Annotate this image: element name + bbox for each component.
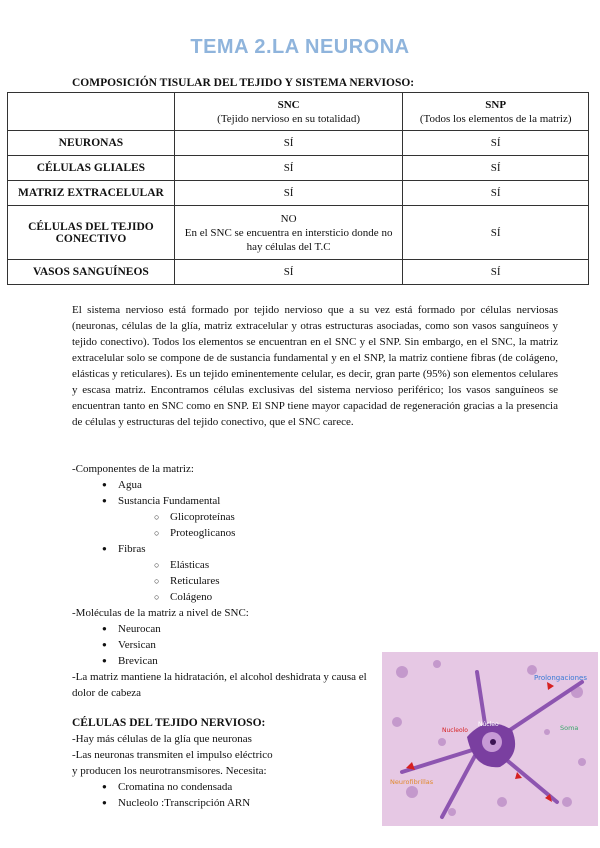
list-item: ○ Elásticas	[72, 557, 392, 573]
cell-snp: SÍ	[403, 181, 589, 206]
header-snp	[403, 93, 589, 131]
cell-snc: SÍ	[174, 156, 403, 181]
table-row	[8, 156, 589, 181]
fibras-sublist	[72, 557, 392, 605]
sustancia-sublist	[72, 509, 392, 541]
label-soma: Soma	[560, 724, 579, 732]
cells-section-heading: CÉLULAS DEL TEJIDO NERVIOSO:	[72, 717, 266, 729]
molecules-list	[72, 621, 392, 669]
list-item: ● Versican	[72, 637, 392, 653]
cell-snp: SÍ	[403, 206, 589, 260]
cell-snp: SÍ	[403, 260, 589, 285]
table-row	[8, 260, 589, 285]
row-label: CÉLULAS GLIALES	[8, 156, 175, 181]
list-item: ○ Glicoproteínas	[72, 509, 392, 525]
list-item: ● Fibras	[72, 541, 392, 557]
cell-snc-note: En el SNC se encuentra en intersticio donde no hay células del T.C	[184, 226, 393, 253]
cell-snp: SÍ	[403, 131, 589, 156]
header-empty-cell	[8, 93, 175, 131]
cell-snc: SÍ	[174, 181, 403, 206]
cell-snc: SÍ	[174, 131, 403, 156]
cell-snc-value: NO	[280, 212, 297, 225]
header-snc-sub: (Tejido nervioso en su totalidad)	[217, 112, 360, 125]
list-item: ○ Reticulares	[72, 573, 392, 589]
label-neurofibrillas: Neurofibrillas	[390, 778, 434, 786]
list-item: ○ Proteoglicanos	[72, 525, 392, 541]
neuron-nucleolus	[490, 739, 496, 745]
label-prolongaciones: Prolongaciones	[534, 674, 587, 682]
list-item: ● Nucleolo :Transcripción ARN	[72, 795, 392, 811]
label-nucleolo: Nucleolo	[442, 727, 468, 734]
cells-line: -Las neuronas transmiten el impulso eléctrico	[72, 749, 273, 761]
list-item: ● Brevican	[72, 653, 392, 669]
cells-line: y producen los neurotransmisores. Necesita:	[72, 765, 267, 777]
composition-table	[7, 92, 589, 285]
matrix-heading: -Componentes de la matriz:	[72, 463, 194, 475]
table-row	[8, 181, 589, 206]
list-item: ● Neurocan	[72, 621, 392, 637]
page-title: TEMA 2.LA NEURONA	[190, 36, 410, 58]
intro-paragraph: El sistema nervioso está formado por tejido nervioso que a su vez está formado por células nerviosas (neuronas, células de la glía, matriz extracelular y otras estructuras asociadas, como son vasos sanguíneos y tejido conectivo). Todos los elementos se encuentran en el SNC y el SNP. Sin embargo, en el SNC, la matriz extracelular solo se compone de de sustancia fundamental y en el SNP, la matriz contiene fibras (de colágeno, elásticas y reticulares). Es un tejido eminentemente celular, es decir, gran parte (95%) son elementos celulares y escasa matriz. Encontramos células exclusivas del sistema nervioso periférico; los vasos sanguíneos se encuentran tanto en SNC como en SNP. El SNP tiene mayor capacidad de regeneración gracias a la presencia de células y estructuras del tejido conectivo, que el SNC carece.	[72, 304, 558, 428]
matrix-list	[72, 477, 392, 509]
fibras-list	[72, 541, 392, 557]
cell-snc	[174, 206, 403, 260]
list-item: ● Sustancia Fundamental	[72, 493, 392, 509]
header-snp-title: SNP	[485, 98, 507, 111]
needs-list	[72, 779, 392, 811]
table-header-row	[8, 93, 589, 131]
list-item: ○ Colágeno	[72, 589, 392, 605]
list-item: ● Cromatina no condensada	[72, 779, 392, 795]
table-row	[8, 206, 589, 260]
table-row	[8, 131, 589, 156]
table-caption: COMPOSICIÓN TISULAR DEL TEJIDO Y SISTEMA NERVIOSO:	[72, 77, 415, 89]
cells-line: -Hay más células de la glía que neuronas	[72, 733, 252, 745]
cell-snc: SÍ	[174, 260, 403, 285]
header-snc	[174, 93, 403, 131]
row-label: CÉLULAS DEL TEJIDO CONECTIVO	[8, 206, 175, 260]
header-snp-sub: (Todos los elementos de la matriz)	[419, 112, 572, 125]
molecules-heading: -Moléculas de la matriz a nivel de SNC:	[72, 607, 249, 619]
list-item: ● Agua	[72, 477, 392, 493]
header-snc-title: SNC	[277, 98, 300, 111]
cell-snp: SÍ	[403, 156, 589, 181]
row-label: VASOS SANGUÍNEOS	[8, 260, 175, 285]
neuron-micrograph	[382, 652, 598, 826]
content-lists	[72, 461, 392, 811]
label-nucleo: Núcleo	[478, 721, 499, 728]
row-label: NEURONAS	[8, 131, 175, 156]
row-label: MATRIZ EXTRACELULAR	[8, 181, 175, 206]
hydration-note: -La matriz mantiene la hidratación, el alcohol deshidrata y causa el dolor de cabeza	[72, 671, 367, 699]
